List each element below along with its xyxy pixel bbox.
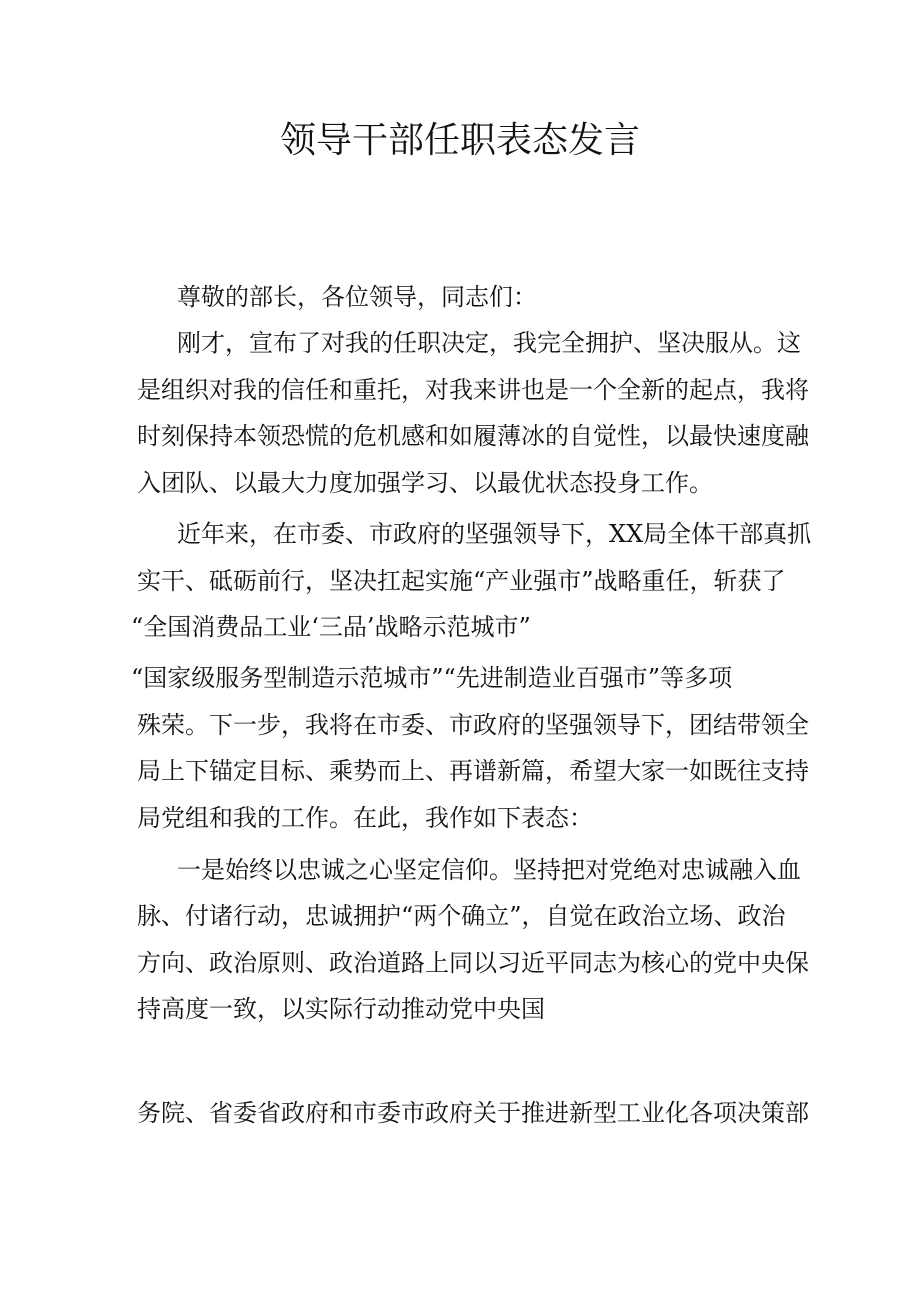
text-line: 局上下锚定目标、乘势而上、再谱新篇，希望大家一如既往支持 — [137, 757, 809, 785]
text-line: 入团队、以最大力度加强学习、以最优状态投身工作。 — [137, 469, 713, 497]
text-line: 局党组和我的工作。在此，我作如下表态： — [137, 804, 593, 832]
text-line: 殊荣。下一步，我将在市委、市政府的坚强领导下，团结带领全 — [137, 711, 809, 739]
text-line: “全国消费品工业‘三品’战略示范城市” — [131, 613, 531, 641]
text-line: 时刻保持本领恐慌的危机感和如履薄冰的自觉性，以最快速度融 — [137, 422, 809, 450]
text-line: “国家级服务型制造示范城市”“先进制造业百强市”等多项 — [131, 664, 733, 692]
text-line: 实干、砥砺前行，坚决扛起实施“产业强市”战略重任，斩获了 — [137, 567, 786, 595]
text-line: 是组织对我的信任和重托，对我来讲也是一个全新的起点，我将 — [137, 376, 809, 404]
document-title: 领导干部任职表态发言 — [279, 120, 640, 161]
text-line: 方向、政治原则、政治道路上同以习近平同志为核心的党中央保 — [137, 949, 809, 977]
text-line: 脉、付诸行动，忠诚拥护“两个确立”，自觉在政治立场、政治 — [137, 902, 786, 930]
text-line: 刚才，宣布了对我的任职决定，我完全拥护、坚决服从。这 — [177, 329, 801, 357]
text-line: 务院、省委省政府和市委市政府关于推进新型工业化各项决策部 — [137, 1099, 809, 1127]
text-line: 近年来，在市委、市政府的坚强领导下，XX局全体干部真抓 — [177, 520, 812, 548]
text-line: 持高度一致，以实际行动推动党中央国 — [137, 995, 545, 1023]
text-line: 尊敬的部长，各位领导，同志们： — [177, 283, 537, 311]
text-line: 一是始终以忠诚之心坚定信仰。坚持把对党绝对忠诚融入血 — [177, 856, 801, 884]
